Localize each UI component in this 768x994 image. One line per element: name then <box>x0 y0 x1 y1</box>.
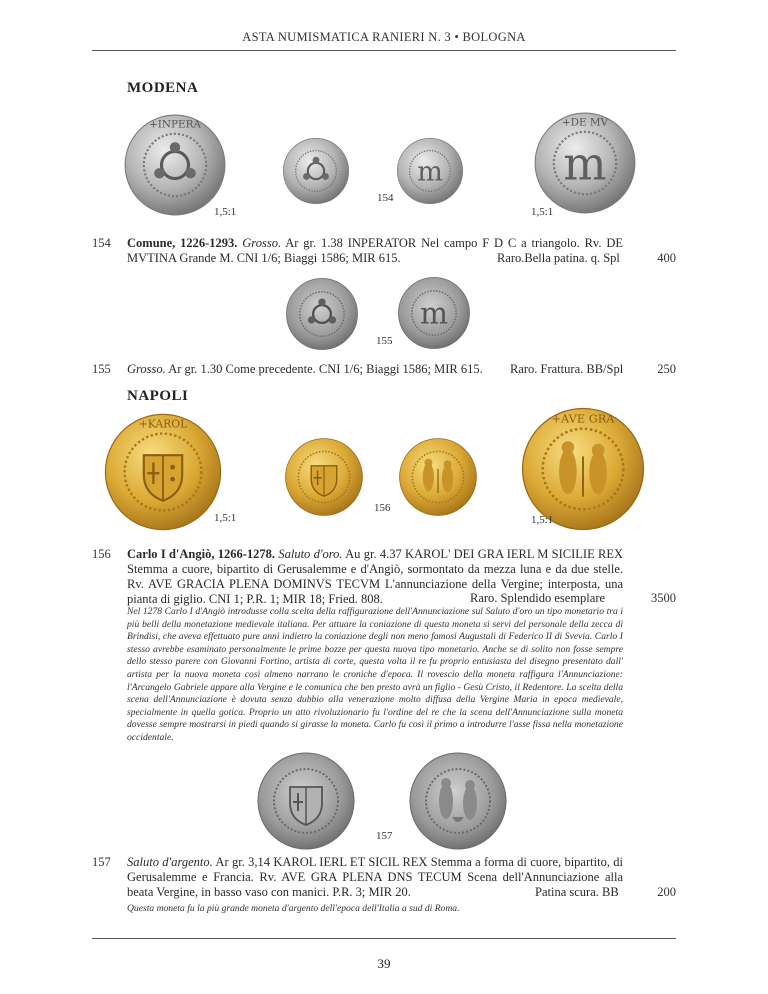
scale-label-left-2: 1,5:1 <box>214 512 237 524</box>
lot-157-denomination: Saluto d'argento. <box>127 855 213 869</box>
page-number: 39 <box>377 956 391 971</box>
lot-156-denomination: Saluto d'oro. <box>278 547 343 561</box>
lot-155-number: 155 <box>92 362 111 376</box>
coin-154-obverse-large-image <box>123 113 227 217</box>
lot-154-text: Ar gr. 1.38 INPERATOR Nel campo F D C a triangolo. Rv. DE MVTINA Grande M. CNI 1/6; Biaggi 1586; MIR 615. <box>127 236 624 265</box>
lot-154-price: 400 <box>657 251 676 265</box>
lot-154-title: Comune, 1226-1293. <box>127 236 238 250</box>
lot-154-grade: Raro.Bella patina. q. Spl <box>497 251 620 265</box>
footer-rule <box>92 938 676 939</box>
coin-154-reverse-large-image <box>533 111 637 215</box>
section-title-napoli: NAPOLI <box>127 388 189 404</box>
lot-157-text: Ar gr. 3,14 KAROL IERL ET SICIL REX Stemma a forma di cuore, bipartito, di Gerusalemme e Francia. Rv. AVE GRA PLENA DNS TECUM Scena dell'Annunciazione alla beata Vergine, in basso vaso con manici. P.R. 3; MIR 20. <box>127 855 624 899</box>
lot-155-grade: Raro. Frattura. BB/Spl <box>510 362 624 376</box>
lot-155-text: Ar gr. 1.30 Come precedente. CNI 1/6; Biaggi 1586; MIR 615. <box>168 362 483 376</box>
coin-155-reverse-image <box>397 276 471 350</box>
svg-text:+KAROL: +KAROL <box>138 417 188 431</box>
lot-156-text: Au gr. 4.37 KAROL' DEI GRA IERL M SICILIE REX Stemma a cuore, bipartito di Gerusalemme e d'Angiò, sormontato da mezza luna e da due stelle. Rv. AVE GRACIA PLENA DOMINVS TECVM L'annunciazione della Vergine; interposta, una pianta di giglio. CNI 1; P.R. 1; MIR 18; Fried. 808. <box>127 547 624 606</box>
lot-157-price: 200 <box>657 885 676 899</box>
coin-154-obverse-image <box>282 137 350 205</box>
coin-157-obverse-image <box>256 751 356 851</box>
lot-156-price: 3500 <box>651 591 676 605</box>
coin-157-reverse-image <box>408 751 508 851</box>
svg-text:m: m <box>563 137 607 191</box>
lot-157-note: Questa moneta fu la più grande moneta d'argento dell'epoca dell'Italia a sud di Roma. <box>127 903 460 914</box>
lot-157-image-label: 157 <box>376 830 393 842</box>
scale-label-right-2: 1,5:1 <box>531 514 554 526</box>
svg-text:+DE MV: +DE MV <box>561 116 609 129</box>
lot-155-image-label: 155 <box>376 335 393 347</box>
coin-156-reverse-image <box>398 437 478 517</box>
lot-155-description <box>127 362 507 377</box>
lot-156-note: Nel 1278 Carlo I d'Angiò introdusse colla scelta della raffigurazione dell'Annunciazione sul Saluto d'oro un tipo monetario tra i più belli della monetazione medievale italiana. Per attuare la coniazione di questa moneta si servì del personale della zecca di Brindisi, che aveva effettuato pure anni indietro la coniazione degli non meno famosi Augustali di Federico II di Svevia. Carlo I stesso avrebbe esaminato personalmente le prime bozze per questa nuova tipo monetario. Anche se di solito non fosse sempre dello stesso parere con Giovanni Fortino, artista di corte, questa volta il re fu proprio entusiasta del disegno presentato dall' artista per la nuova moneta così almeno narrano le croniche d'epoca. Il rovescio della moneta raffigura l'Annunciazione: l'Arcangelo Gabriele appare alla Vergine e le comunica che ben presto avrà un figlio - Gesù Cristo, il Redentore. La scelta della scena dell'Annunciazione è dovuta senza dubbio alla venerazione molto diffusa della Vergine Maria in epoca medievale, specialmente in quella gotica. Proprio un atto rivoluzionario fu l'ordine del re che la scena dell'Annunciazione sulla moneta dovesse sempre mostrarsi in piedi quando si girasse la moneta. Carlo fu così il primo a introdurre l'asse fissa nella monetazione occidentale. <box>127 606 623 743</box>
lot-156-title: Carlo I d'Angiò, 1266-1278. <box>127 547 276 561</box>
lot-154-image-label: 154 <box>377 192 394 204</box>
lot-157-number: 157 <box>92 855 111 869</box>
svg-text:m: m <box>417 156 443 188</box>
scale-label-right: 1,5:1 <box>531 206 554 218</box>
page-header: ASTA NUMISMATICA RANIERI N. 3 • BOLOGNA <box>242 30 526 44</box>
lot-154-denomination: Grosso. <box>242 236 282 250</box>
lot-156-number: 156 <box>92 547 111 561</box>
svg-text:+AVE GRA: +AVE GRA <box>551 411 615 426</box>
coin-156-obverse-image <box>284 437 364 517</box>
coin-155-obverse-image <box>285 277 359 351</box>
lot-156-grade: Raro. Splendido esemplare <box>470 591 606 605</box>
scale-label-left: 1,5:1 <box>214 206 237 218</box>
lot-154-number: 154 <box>92 236 111 250</box>
svg-text:m: m <box>419 296 449 331</box>
header-rule <box>92 50 676 51</box>
lot-155-price: 250 <box>657 362 676 376</box>
lot-155-denomination: Grosso. <box>127 362 166 376</box>
lot-157-grade: Patina scura. BB <box>535 885 619 899</box>
svg-text:+ΙNPERA: +ΙNPERA <box>149 118 201 131</box>
lot-156-image-label: 156 <box>374 502 391 514</box>
section-title-modena: MODENA <box>127 80 199 96</box>
coin-154-reverse-image <box>396 137 464 205</box>
coin-156-obverse-large-image <box>103 412 223 532</box>
